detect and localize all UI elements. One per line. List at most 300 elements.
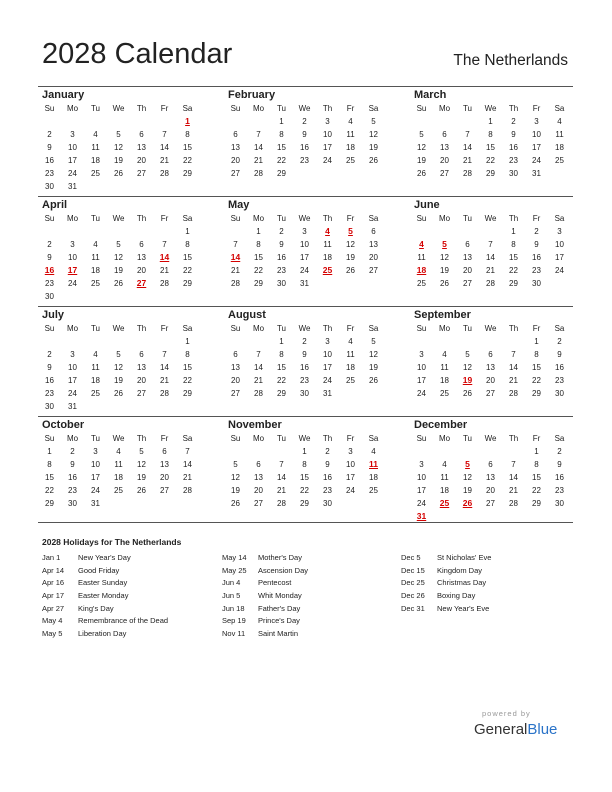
- day-cell: 23: [45, 169, 54, 178]
- day-cell: 6: [139, 240, 144, 249]
- weekday-header: Sa: [182, 104, 193, 113]
- day-cell: 4: [116, 447, 121, 456]
- holiday-day: 16: [44, 265, 55, 275]
- month-days-grid: [38, 322, 198, 413]
- day-cell: 17: [300, 253, 309, 262]
- holiday-item: [401, 552, 491, 565]
- day-cell: 25: [440, 389, 449, 398]
- empty-cell: [130, 115, 153, 128]
- day-cell: 3: [419, 350, 424, 359]
- day-cell: 18: [440, 486, 449, 495]
- holiday-item: [401, 577, 491, 590]
- holiday-date: Dec 26: [401, 591, 425, 601]
- empty-cell: [130, 225, 153, 238]
- weekday-header: Th: [322, 104, 333, 113]
- weekday-header: We: [298, 214, 311, 223]
- page-title: 2028 Calendar: [42, 38, 233, 70]
- weekday-header: Sa: [182, 434, 193, 443]
- weekday-header: We: [298, 324, 311, 333]
- brand-logo[interactable]: [474, 721, 557, 738]
- day-cell: 3: [302, 227, 307, 236]
- day-cell: 11: [114, 460, 123, 469]
- day-cell: 18: [369, 473, 378, 482]
- month-name: October: [42, 419, 85, 431]
- day-cell: 9: [534, 240, 539, 249]
- empty-cell: [433, 115, 456, 128]
- weekday-header: Tu: [462, 214, 473, 223]
- weekday-header: Sa: [554, 324, 565, 333]
- day-cell: 23: [323, 486, 332, 495]
- holiday-item: [42, 603, 168, 616]
- empty-cell: [410, 445, 433, 458]
- day-cell: 25: [417, 279, 426, 288]
- day-cell: 20: [231, 156, 240, 165]
- day-cell: 8: [488, 130, 493, 139]
- holiday-date: May 14: [222, 553, 247, 562]
- weekday-header: Fr: [160, 324, 169, 333]
- month-name: September: [414, 309, 471, 321]
- day-cell: 6: [488, 350, 493, 359]
- weekday-header: Su: [230, 434, 241, 443]
- weekday-header: Th: [136, 214, 147, 223]
- weekday-header: Fr: [346, 324, 355, 333]
- day-cell: 16: [532, 253, 541, 262]
- day-cell: 23: [532, 266, 541, 275]
- day-cell: 10: [555, 240, 564, 249]
- month-october: [38, 418, 198, 510]
- day-cell: 3: [325, 117, 330, 126]
- holiday-date: Apr 14: [42, 565, 65, 575]
- day-cell: 22: [183, 156, 192, 165]
- empty-cell: [224, 225, 247, 238]
- day-cell: 20: [160, 473, 169, 482]
- day-cell: 12: [114, 143, 123, 152]
- day-cell: 9: [557, 350, 562, 359]
- empty-cell: [38, 335, 61, 348]
- day-cell: 19: [463, 486, 472, 495]
- holiday-name: Easter Monday: [78, 591, 129, 601]
- month-name: April: [42, 199, 68, 211]
- day-cell: 26: [440, 279, 449, 288]
- weekday-header: Tu: [462, 324, 473, 333]
- day-cell: 2: [47, 350, 52, 359]
- day-cell: 11: [346, 130, 355, 139]
- day-cell: 28: [254, 389, 263, 398]
- holiday-item: [401, 565, 491, 578]
- day-cell: 5: [371, 337, 376, 346]
- day-cell: 26: [369, 376, 378, 385]
- day-cell: 28: [183, 486, 192, 495]
- day-cell: 21: [509, 376, 518, 385]
- day-cell: 19: [114, 156, 123, 165]
- day-cell: 14: [160, 143, 169, 152]
- holiday-date: May 5: [42, 629, 63, 639]
- holiday-day: 5: [348, 226, 353, 236]
- holiday-item: [401, 603, 491, 616]
- day-cell: 19: [440, 266, 449, 275]
- holiday-item: [42, 565, 168, 578]
- day-cell: 8: [302, 460, 307, 469]
- day-cell: 8: [185, 240, 190, 249]
- empty-cell: [456, 225, 479, 238]
- day-cell: 25: [91, 389, 100, 398]
- day-cell: 25: [555, 156, 564, 165]
- day-cell: 20: [137, 376, 146, 385]
- day-cell: 18: [323, 253, 332, 262]
- empty-cell: [410, 115, 433, 128]
- day-cell: 24: [532, 156, 541, 165]
- day-cell: 28: [277, 499, 286, 508]
- holiday-item: [42, 628, 168, 641]
- day-cell: 4: [348, 337, 353, 346]
- holidays-column: [42, 552, 168, 641]
- day-cell: 27: [137, 389, 146, 398]
- holiday-day: 14: [230, 252, 241, 262]
- holiday-date: Apr 16: [42, 578, 65, 588]
- day-cell: 2: [511, 117, 516, 126]
- month-august: [224, 308, 384, 400]
- holiday-name: Father's Day: [258, 603, 301, 613]
- day-cell: 19: [369, 363, 378, 372]
- day-cell: 30: [300, 389, 309, 398]
- empty-cell: [38, 115, 61, 128]
- holiday-item: [42, 577, 168, 590]
- holidays-column: [222, 552, 308, 641]
- day-cell: 24: [323, 156, 332, 165]
- day-cell: 10: [68, 253, 77, 262]
- day-cell: 2: [557, 447, 562, 456]
- holiday-day: 26: [462, 498, 473, 508]
- holiday-item: [222, 552, 308, 565]
- day-cell: 11: [555, 130, 564, 139]
- weekday-header: Tu: [90, 434, 101, 443]
- empty-cell: [130, 335, 153, 348]
- day-cell: 1: [279, 117, 284, 126]
- holiday-item: [401, 590, 491, 603]
- day-cell: 28: [160, 389, 169, 398]
- weekday-header: Tu: [462, 434, 473, 443]
- day-cell: 27: [137, 169, 146, 178]
- month-days-grid: [224, 102, 384, 180]
- day-cell: 23: [300, 376, 309, 385]
- day-cell: 14: [509, 363, 518, 372]
- day-cell: 4: [371, 447, 376, 456]
- holiday-item: [42, 552, 168, 565]
- month-days-grid: [224, 212, 384, 290]
- day-cell: 2: [279, 227, 284, 236]
- empty-cell: [84, 335, 107, 348]
- day-cell: 2: [534, 227, 539, 236]
- holiday-date: Jan 1: [42, 553, 61, 562]
- weekday-header: Th: [136, 104, 147, 113]
- day-cell: 14: [509, 473, 518, 482]
- day-cell: 13: [463, 253, 472, 262]
- month-days-grid: [410, 432, 570, 523]
- day-cell: 11: [417, 253, 426, 262]
- empty-cell: [433, 225, 456, 238]
- weekday-header: We: [484, 324, 497, 333]
- weekday-header: Mo: [438, 324, 451, 333]
- day-cell: 22: [532, 376, 541, 385]
- weekday-header: Mo: [66, 214, 79, 223]
- day-cell: 6: [139, 350, 144, 359]
- holiday-item: [222, 565, 308, 578]
- holiday-date: May 4: [42, 616, 63, 626]
- holiday-day: 5: [465, 459, 470, 469]
- day-cell: 8: [511, 240, 516, 249]
- day-cell: 26: [114, 279, 123, 288]
- day-cell: 24: [68, 389, 77, 398]
- day-cell: 29: [254, 279, 263, 288]
- day-cell: 7: [162, 130, 167, 139]
- day-cell: 13: [486, 363, 495, 372]
- empty-cell: [224, 115, 247, 128]
- day-cell: 16: [323, 473, 332, 482]
- day-cell: 14: [486, 253, 495, 262]
- day-cell: 29: [183, 279, 192, 288]
- weekday-header: Th: [322, 324, 333, 333]
- day-cell: 1: [47, 447, 52, 456]
- day-cell: 19: [114, 266, 123, 275]
- day-cell: 21: [463, 156, 472, 165]
- day-cell: 8: [47, 460, 52, 469]
- day-cell: 30: [277, 279, 286, 288]
- weekday-header: Mo: [252, 214, 265, 223]
- day-cell: 3: [93, 447, 98, 456]
- day-cell: 29: [532, 499, 541, 508]
- weekday-header: Th: [508, 214, 519, 223]
- day-cell: 13: [231, 363, 240, 372]
- day-cell: 17: [532, 143, 541, 152]
- month-april: [38, 198, 198, 303]
- day-cell: 26: [114, 169, 123, 178]
- holiday-name: Boxing Day: [437, 591, 476, 601]
- day-cell: 6: [488, 460, 493, 469]
- empty-cell: [153, 225, 176, 238]
- weekday-header: Mo: [438, 214, 451, 223]
- day-cell: 17: [555, 253, 564, 262]
- empty-cell: [153, 335, 176, 348]
- holiday-day: 25: [439, 498, 450, 508]
- weekday-header: Sa: [368, 104, 379, 113]
- day-cell: 23: [45, 389, 54, 398]
- day-cell: 17: [346, 473, 355, 482]
- day-cell: 14: [160, 363, 169, 372]
- day-cell: 10: [346, 460, 355, 469]
- day-cell: 19: [417, 156, 426, 165]
- brand-general: General: [474, 721, 528, 738]
- empty-cell: [456, 335, 479, 348]
- day-cell: 30: [555, 389, 564, 398]
- day-cell: 6: [233, 130, 238, 139]
- day-cell: 31: [532, 169, 541, 178]
- holiday-item: [222, 628, 308, 641]
- day-cell: 15: [183, 253, 192, 262]
- day-cell: 3: [70, 350, 75, 359]
- day-cell: 18: [91, 376, 100, 385]
- day-cell: 28: [231, 279, 240, 288]
- day-cell: 12: [114, 363, 123, 372]
- day-cell: 10: [91, 460, 100, 469]
- day-cell: 27: [160, 486, 169, 495]
- day-cell: 31: [300, 279, 309, 288]
- empty-cell: [247, 445, 270, 458]
- day-cell: 12: [369, 350, 378, 359]
- day-cell: 6: [442, 130, 447, 139]
- empty-cell: [479, 335, 502, 348]
- holiday-item: [42, 615, 168, 628]
- day-cell: 12: [417, 143, 426, 152]
- day-cell: 14: [254, 143, 263, 152]
- empty-cell: [502, 335, 525, 348]
- day-cell: 9: [511, 130, 516, 139]
- day-cell: 16: [300, 363, 309, 372]
- day-cell: 5: [139, 447, 144, 456]
- holiday-date: Dec 31: [401, 603, 425, 613]
- day-cell: 28: [160, 279, 169, 288]
- month-february: [224, 88, 384, 180]
- day-cell: 14: [463, 143, 472, 152]
- day-cell: 2: [47, 240, 52, 249]
- weekday-header: We: [112, 104, 125, 113]
- day-cell: 6: [139, 130, 144, 139]
- day-cell: 14: [254, 363, 263, 372]
- weekday-header: Su: [416, 214, 427, 223]
- day-cell: 18: [555, 143, 564, 152]
- day-cell: 6: [233, 350, 238, 359]
- holiday-name: New Year's Day: [78, 553, 131, 562]
- weekday-header: Sa: [368, 214, 379, 223]
- day-cell: 22: [183, 266, 192, 275]
- day-cell: 13: [254, 473, 263, 482]
- day-cell: 15: [254, 253, 263, 262]
- day-cell: 17: [91, 473, 100, 482]
- day-cell: 27: [486, 389, 495, 398]
- day-cell: 30: [555, 499, 564, 508]
- empty-cell: [410, 335, 433, 348]
- day-cell: 3: [557, 227, 562, 236]
- holiday-day: 18: [416, 265, 427, 275]
- weekday-header: Tu: [462, 104, 473, 113]
- day-cell: 17: [68, 156, 77, 165]
- day-cell: 5: [419, 130, 424, 139]
- day-cell: 10: [417, 363, 426, 372]
- holiday-name: Saint Martin: [258, 629, 299, 639]
- empty-cell: [456, 445, 479, 458]
- day-cell: 21: [160, 266, 169, 275]
- day-cell: 10: [68, 363, 77, 372]
- day-cell: 22: [300, 486, 309, 495]
- day-cell: 26: [463, 389, 472, 398]
- day-cell: 8: [534, 350, 539, 359]
- weekday-header: Su: [44, 214, 55, 223]
- day-cell: 19: [231, 486, 240, 495]
- holiday-day: 17: [67, 265, 78, 275]
- holiday-name: New Year's Eve: [437, 603, 490, 613]
- day-cell: 16: [45, 376, 54, 385]
- day-cell: 18: [440, 376, 449, 385]
- holiday-name: St Nicholas' Eve: [437, 553, 492, 562]
- weekday-header: Fr: [160, 434, 169, 443]
- holiday-day: 19: [462, 375, 473, 385]
- day-cell: 8: [534, 460, 539, 469]
- day-cell: 20: [486, 486, 495, 495]
- day-cell: 22: [509, 266, 518, 275]
- day-cell: 4: [442, 460, 447, 469]
- day-cell: 29: [277, 389, 286, 398]
- day-cell: 7: [488, 240, 493, 249]
- day-cell: 10: [323, 350, 332, 359]
- day-cell: 24: [417, 389, 426, 398]
- day-cell: 9: [302, 130, 307, 139]
- day-cell: 11: [346, 350, 355, 359]
- day-cell: 21: [509, 486, 518, 495]
- holiday-date: Dec 15: [401, 565, 425, 575]
- month-june: [410, 198, 570, 290]
- day-cell: 25: [346, 376, 355, 385]
- day-cell: 24: [91, 486, 100, 495]
- day-cell: 21: [160, 156, 169, 165]
- day-cell: 1: [534, 337, 539, 346]
- day-cell: 24: [323, 376, 332, 385]
- day-cell: 27: [231, 169, 240, 178]
- day-cell: 1: [511, 227, 516, 236]
- weekday-header: Fr: [346, 214, 355, 223]
- day-cell: 28: [254, 169, 263, 178]
- weekday-header: Su: [416, 324, 427, 333]
- weekday-header: Su: [44, 324, 55, 333]
- day-cell: 13: [137, 363, 146, 372]
- day-cell: 20: [463, 266, 472, 275]
- day-cell: 2: [47, 130, 52, 139]
- day-cell: 18: [114, 473, 123, 482]
- month-december: [410, 418, 570, 523]
- day-cell: 27: [231, 389, 240, 398]
- holiday-day: 25: [322, 265, 333, 275]
- day-cell: 12: [463, 363, 472, 372]
- holiday-name: Remembrance of the Dead: [78, 616, 169, 626]
- day-cell: 11: [91, 253, 100, 262]
- day-cell: 13: [137, 253, 146, 262]
- holiday-item: [222, 577, 308, 590]
- month-name: February: [228, 89, 276, 101]
- day-cell: 10: [68, 143, 77, 152]
- day-cell: 1: [185, 337, 190, 346]
- day-cell: 10: [417, 473, 426, 482]
- weekday-header: Sa: [368, 434, 379, 443]
- day-cell: 29: [509, 279, 518, 288]
- weekday-header: Th: [322, 214, 333, 223]
- day-cell: 15: [45, 473, 54, 482]
- holiday-day: 5: [442, 239, 447, 249]
- weekday-header: Su: [230, 104, 241, 113]
- month-november: [224, 418, 384, 510]
- powered-by-text: powered by: [482, 709, 531, 718]
- day-cell: 9: [279, 240, 284, 249]
- day-cell: 20: [254, 486, 263, 495]
- day-cell: 11: [91, 363, 100, 372]
- day-cell: 15: [183, 363, 192, 372]
- month-days-grid: [38, 432, 198, 510]
- day-cell: 15: [509, 253, 518, 262]
- day-cell: 5: [116, 350, 121, 359]
- day-cell: 6: [371, 227, 376, 236]
- day-cell: 18: [346, 143, 355, 152]
- month-name: June: [414, 199, 440, 211]
- weekday-header: Su: [44, 104, 55, 113]
- day-cell: 26: [231, 499, 240, 508]
- weekday-header: Tu: [90, 104, 101, 113]
